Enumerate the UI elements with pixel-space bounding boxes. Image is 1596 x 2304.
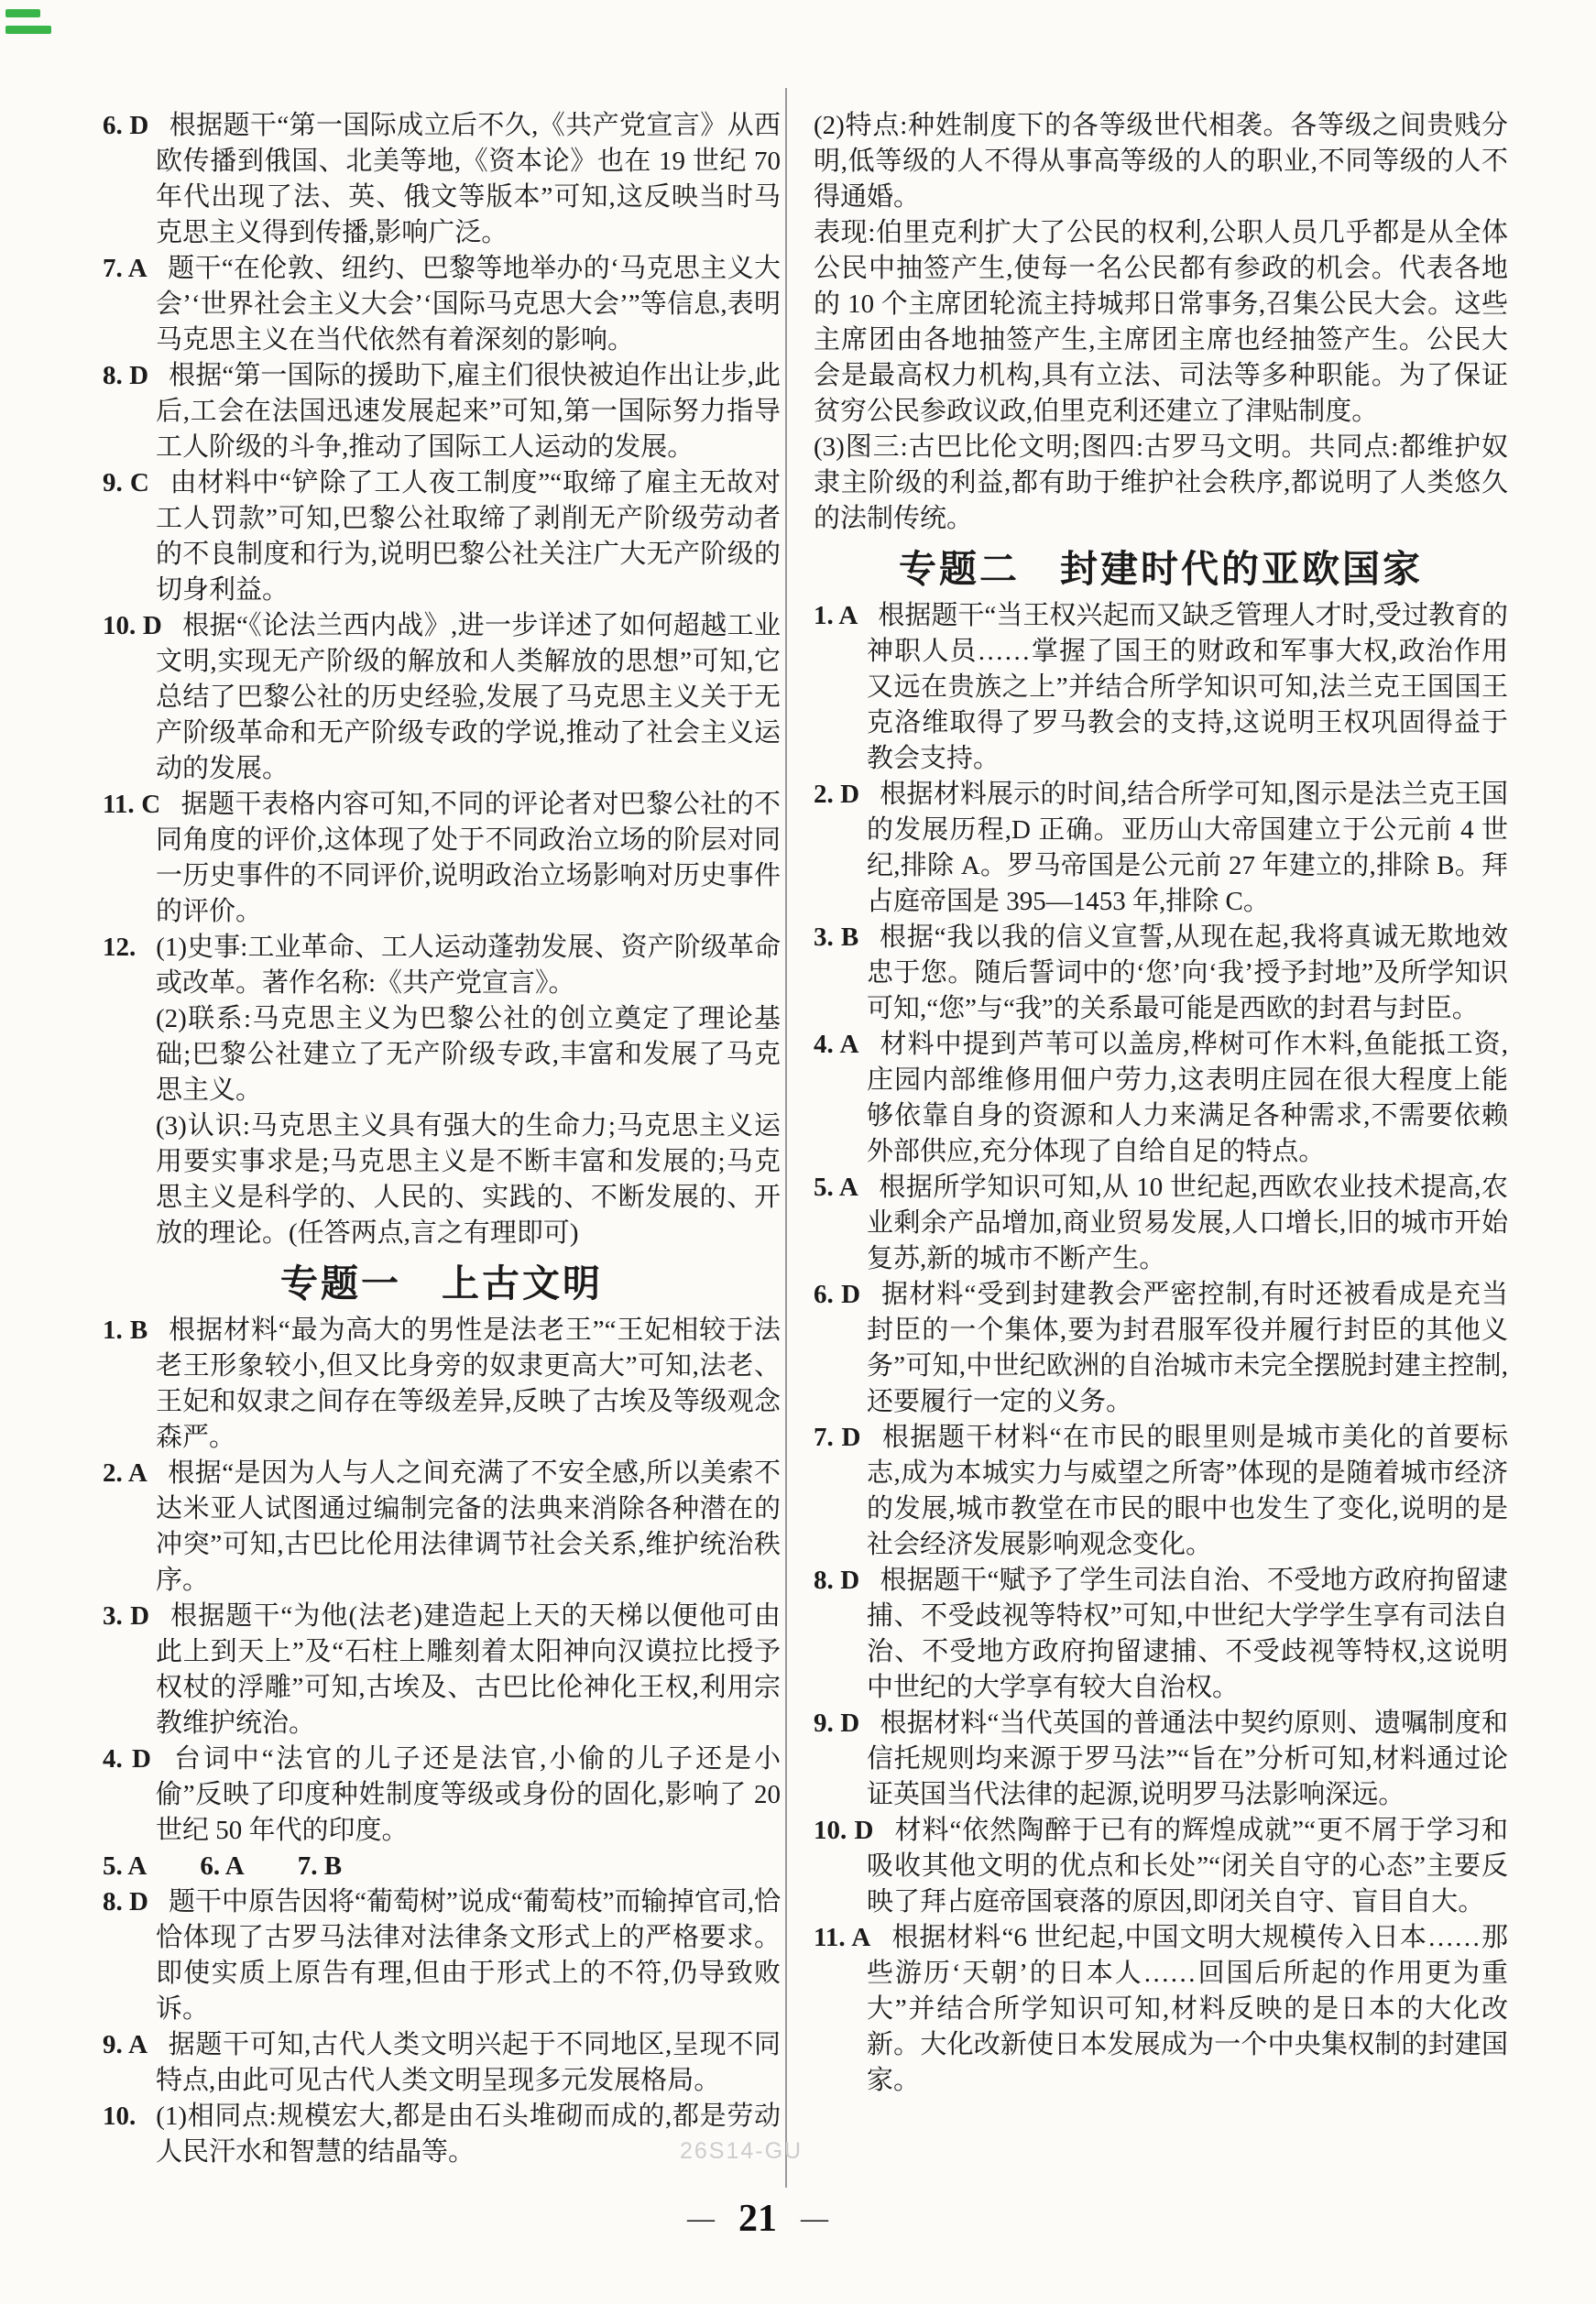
answer-marker: 6. D bbox=[103, 111, 149, 140]
answer-marker: 4. A bbox=[814, 1030, 859, 1059]
answer-marker: 9. A bbox=[103, 2030, 148, 2059]
answer-marker: 8. D bbox=[103, 1887, 148, 1916]
answer-marker: 5. A bbox=[103, 1851, 148, 1881]
answer-item: 11. C 据题干表格内容可知,不同的评论者对巴黎公社的不同角度的评价,这体现了处于不同政治立场的阶层对同一历史事件的不同评价,说明政治立场影响对历史事件的评价。 bbox=[103, 790, 781, 926]
answer-marker: 8. D bbox=[103, 361, 149, 390]
answer-item: 8. D 题干中原告因将“葡萄树”说成“葡萄枝”而输掉官司,恰恰体现了古罗马法律对法律条文形式上的严格要求。即使实质上原告有理,但由于形式上的不符,仍导致败诉。 bbox=[103, 1887, 781, 2024]
answer-item: 6. D 据材料“受到封建教会严密控制,有时还被看成是充当封臣的一个集体,要为封君服军役并履行封臣的其他义务”可知,中世纪欧洲的自治城市未完全摆脱封建主控制,还要履行一定的义务。 bbox=[814, 1280, 1508, 1416]
answer-marker: 6. A bbox=[200, 1851, 245, 1881]
answer-marker: 7. A bbox=[103, 254, 148, 283]
answer-marker: 9. D bbox=[814, 1709, 860, 1738]
corner-mark bbox=[5, 9, 40, 17]
answer-marker: 3. D bbox=[103, 1601, 150, 1631]
answer-marker: 3. B bbox=[814, 923, 859, 952]
answer-marker: 7. B bbox=[297, 1851, 343, 1881]
answer-paragraph: (2)联系:马克思主义为巴黎公社的创立奠定了理论基础;巴黎公社建立了无产阶级专政,丰富和发展了马克思主义。 bbox=[156, 1004, 781, 1105]
right-column bbox=[814, 108, 1508, 2099]
answer-item: 10. (1)相同点:规模宏大,都是由石头堆砌而成的,都是劳动人民汗水和智慧的结晶等。 bbox=[103, 2102, 781, 2167]
answer-item: 11. A 根据材料“6 世纪起,中国文明大规模传入日本……那些游历‘天朝’的日本人……回国后所起的作用更为重大”并结合所学知识可知,材料反映的是日本的大化改新。大化改新使日本发展成为一个中央集权制的封建国家。 bbox=[814, 1923, 1508, 2095]
answer-marker: 10. D bbox=[814, 1816, 874, 1845]
left-column bbox=[103, 108, 781, 2170]
answer-item: 9. C 由材料中“铲除了工人夜工制度”“取缔了雇主无故对工人罚款”可知,巴黎公社取缔了剥削无产阶级劳动者的不良制度和行为,说明巴黎公社关注广大无产阶级的切身利益。 bbox=[103, 468, 781, 605]
answer-marker: 10. bbox=[103, 2102, 137, 2131]
answer-item: 7. A 题干“在伦敦、纽约、巴黎等地举办的‘马克思主义大会’‘世界社会主义大会’‘国际马克思大会’”等信息,表明马克思主义在当代依然有着深刻的影响。 bbox=[103, 254, 782, 355]
answer-marker: 10. D bbox=[103, 611, 162, 640]
answer-item: 1. A 根据题干“当王权兴起而又缺乏管理人才时,受过教育的神职人员……掌握了国王的财政和军事大权,政治作用又远在贵族之上”并结合所学知识可知,法兰克王国国王克洛维取得了罗马教会的支持,这说明王权巩固得益于教会支持。 bbox=[814, 601, 1509, 773]
answer-item: 5. A 根据所学知识可知,从 10 世纪起,西欧农业技术提高,农业剩余产品增加,商业贸易发展,人口增长,旧的城市开始复苏,新的城市不断产生。 bbox=[814, 1173, 1508, 1273]
page-footer bbox=[652, 2197, 863, 2241]
answer-item: 9. D 根据材料“当代英国的普通法中契约原则、遗嘱制度和信托规则均来源于罗马法”“旨在”分析可知,材料通过论证英国当代法律的起源,说明罗马法影响深远。 bbox=[814, 1709, 1509, 1809]
answer-paragraph: (3)图三:古巴比伦文明;图四:古罗马文明。共同点:都维护奴隶主阶级的利益,都有助于维护社会秩序,都说明了人类悠久的法制传统。 bbox=[814, 432, 1508, 533]
answer-item: 4. A 材料中提到芦苇可以盖房,桦树可作木料,鱼能抵工资,庄园内部维修用佃户劳力,这表明庄园在很大程度上能够依靠自身的资源和人力来满足各种需求,不需要依赖外部供应,充分体现了自给自足的特点。 bbox=[814, 1030, 1508, 1166]
answer-item: 9. A 据题干可知,古代人类文明兴起于不同地区,呈现不同特点,由此可见古代人类文明呈现多元发展格局。 bbox=[103, 2030, 781, 2095]
corner-mark bbox=[5, 26, 51, 34]
section-heading: 专题一 上古文明 bbox=[280, 1262, 603, 1305]
page-number: 21 bbox=[738, 2198, 777, 2240]
answer-marker: 9. C bbox=[103, 468, 149, 497]
answer-item: 1. B 根据材料“最为高大的男性是法老王”“王妃相较于法老王形象较小,但又比身旁的奴隶更高大”可知,法老、王妃和奴隶之间存在等级差异,反映了古埃及等级观念森严。 bbox=[103, 1316, 781, 1452]
answer-paragraph: (2)特点:种姓制度下的各等级世代相袭。各等级之间贵贱分明,低等级的人不得从事高等级的人的职业,不同等级的人不得通婚。 bbox=[814, 111, 1508, 212]
answer-marker: 12. bbox=[103, 933, 137, 962]
answer-marker: 7. D bbox=[814, 1423, 861, 1452]
answer-marker: 1. A bbox=[814, 601, 858, 630]
answer-paragraph: 表现:伯里克利扩大了公民的权利,公职人员几乎都是从全体公民中抽签产生,使每一名公民都有参政的机会。代表各地的 10 个主席团轮流主持城邦日常事务,召集公民大会。这些主席团由各地抽签产生,主席团主席也经抽签产生。公民大会是最高权力机构,具有立法、司法等多种职能。为了保证贫穷公民参政议政,伯里克利还建立了津贴制度。 bbox=[814, 218, 1508, 426]
footer-dash-right: — bbox=[801, 2203, 828, 2233]
answer-marker: 2. D bbox=[814, 780, 860, 809]
answer-marker: 2. A bbox=[103, 1458, 148, 1488]
answer-marker: 1. B bbox=[103, 1316, 148, 1345]
answer-item: 3. B 根据“我以我的信义宣誓,从现在起,我将真诚无欺地效忠于您。随后誓词中的‘您’向‘我’授予封地”及所学知识可知,“您”与“我”的关系最可能是西欧的封君与封臣。 bbox=[814, 923, 1508, 1023]
answer-item: 10. D 根据“《论法兰西内战》,进一步详述了如何超越工业文明,实现无产阶级的解放和人类解放的思想”可知,它总结了巴黎公社的历史经验,发展了马克思主义关于无产阶级革命和无产阶级专政的学说,推动了社会主义运动的发展。 bbox=[103, 611, 781, 783]
watermark: 26S14-GU bbox=[680, 2138, 803, 2164]
answer-item: 7. D 根据题干材料“在市民的眼里则是城市美化的首要标志,成为本城实力与威望之所寄”体现的是随着城市经济的发展,城市教堂在市民的眼中也发生了变化,说明的是社会经济发展影响观念变化。 bbox=[814, 1423, 1509, 1559]
answer-item: 8. D 根据题干“赋予了学生司法自治、不受地方政府拘留逮捕、不受歧视等特权”可知,中世纪大学学生享有司法自治、不受地方政府拘留逮捕、不受歧视等特权,这说明中世纪的大学享有较大自治权。 bbox=[814, 1566, 1509, 1702]
answer-combo-row bbox=[103, 1849, 781, 1884]
section-heading: 专题二 封建时代的亚欧国家 bbox=[899, 548, 1423, 590]
answer-item: 10. D 材料“依然陶醉于已有的辉煌成就”“更不屑于学习和吸收其他文明的优点和长处”“闭关自守的心态”主要反映了拜占庭帝国衰落的原因,即闭关自守、盲目自大。 bbox=[814, 1816, 1508, 1916]
answer-marker: 5. A bbox=[814, 1173, 858, 1202]
footer-dash-left: — bbox=[687, 2203, 715, 2233]
answer-marker: 8. D bbox=[814, 1566, 860, 1595]
answer-item: 6. D 根据题干“第一国际成立后不久,《共产党宣言》从西欧传播到俄国、北美等地,《资本论》也在 19 世纪 70 年代出现了法、英、俄文等版本”可知,这反映当时马克思主义得到传播,影响广泛。 bbox=[103, 111, 781, 247]
answer-item: 12. (1)史事:工业革命、工人运动蓬勃发展、资产阶级革命或改革。著作名称:《共产党宣言》。 bbox=[103, 933, 781, 998]
column-divider bbox=[785, 88, 787, 2188]
answer-marker: 4. D bbox=[103, 1744, 151, 1774]
answer-marker: 6. D bbox=[814, 1280, 861, 1309]
answer-item: 2. D 根据材料展示的时间,结合所学可知,图示是法兰克王国的发展历程,D 正确。亚历山大帝国建立于公元前 4 世纪,排除 A。罗马帝国是公元前 27 年建立的,排除 B。拜占庭帝国是 395—1453 年,排除 C。 bbox=[814, 780, 1508, 916]
answer-paragraph: (3)认识:马克思主义具有强大的生命力;马克思主义运用要实事求是;马克思主义是不断丰富和发展的;马克思主义是科学的、人民的、实践的、不断发展的、开放的理论。(任答两点,言之有理即可) bbox=[156, 1111, 781, 1248]
answer-marker: 11. A bbox=[814, 1923, 871, 1952]
answer-item: 4. D 台词中“法官的儿子还是法官,小偷的儿子还是小偷”反映了印度种姓制度等级或身份的固化,影响了 20 世纪 50 年代的印度。 bbox=[103, 1744, 781, 1845]
answer-item: 3. D 根据题干“为他(法老)建造起上天的天梯以便他可由此上到天上”及“石柱上雕刻着太阳神向汉谟拉比授予权杖的浮雕”可知,古埃及、古巴比伦神化王权,利用宗教维护统治。 bbox=[103, 1601, 782, 1738]
answer-marker: 11. C bbox=[103, 790, 161, 819]
answer-item: 8. D 根据“第一国际的援助下,雇主们很快被迫作出让步,此后,工会在法国迅速发展起来”可知,第一国际努力指导工人阶级的斗争,推动了国际工人运动的发展。 bbox=[103, 361, 781, 462]
answer-item: 2. A 根据“是因为人与人之间充满了不安全感,所以美索不达米亚人试图通过编制完备的法典来消除各种潜在的冲突”可知,古巴比伦用法律调节社会关系,维护统治秩序。 bbox=[103, 1458, 782, 1595]
